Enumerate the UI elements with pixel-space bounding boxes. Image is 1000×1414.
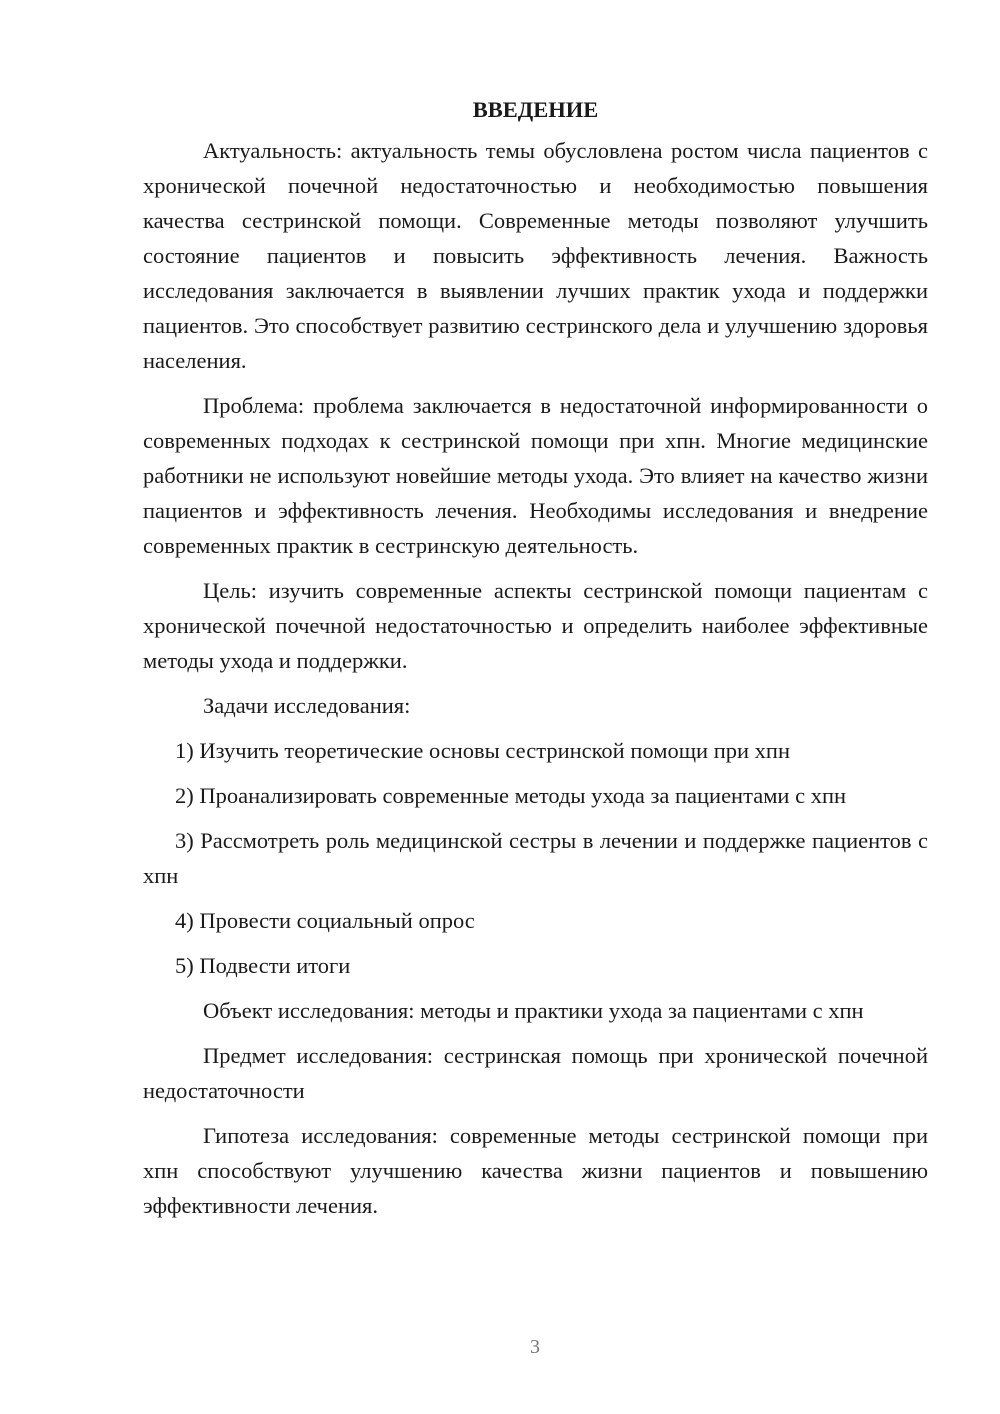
paragraph-problem: Проблема: проблема заключается в недостаточной информированности о современных подходах к сестринской помощи при хпн. Многие медицинские работники не используют новейшие методы ухода. Это влияет на качество жизни пациентов и эффективность лечения. Необходимы исследования и внедрение современных практик в сестринскую деятельность. <box>143 393 928 558</box>
paragraph-object: Объект исследования: методы и практики ухода за пациентами с хпн <box>203 998 864 1023</box>
page-number: 3 <box>530 1336 540 1358</box>
task-item-3: 3) Рассмотреть роль медицинской сестры в лечении и поддержке пациентов с хпн <box>143 828 928 888</box>
task-item-1: 1) Изучить теоретические основы сестринской помощи при хпн <box>175 738 790 763</box>
paragraph-hypothesis: Гипотеза исследования: современные методы сестринской помощи при хпн способствуют улучшению качества жизни пациентов и повышению эффективности лечения. <box>143 1123 928 1218</box>
task-item-4: 4) Провести социальный опрос <box>175 908 475 933</box>
document-body <box>143 95 928 1223</box>
paragraph-relevance: Актуальность: актуальность темы обусловлена ростом числа пациентов с хронической почечной недостаточностью и необходимостью повышения качества сестринской помощи. Современные методы позволяют улучшить состояние пациентов и повысить эффективность лечения. Важность исследования заключается в выявлении лучших практик ухода и поддержки пациентов. Это способствует развитию сестринского дела и улучшению здоровья населения. <box>143 138 928 373</box>
tasks-heading: Задачи исследования: <box>203 693 411 718</box>
task-item-5: 5) Подвести итоги <box>175 953 351 978</box>
paragraph-goal: Цель: изучить современные аспекты сестринской помощи пациентам с хронической почечной недостаточностью и определить наиболее эффективные методы ухода и поддержки. <box>143 578 928 673</box>
section-title: ВВЕДЕНИЕ <box>472 97 599 122</box>
paragraph-subject: Предмет исследования: сестринская помощь при хронической почечной недостаточности <box>143 1043 928 1103</box>
task-item-2: 2) Проанализировать современные методы ухода за пациентами с хпн <box>175 783 847 808</box>
